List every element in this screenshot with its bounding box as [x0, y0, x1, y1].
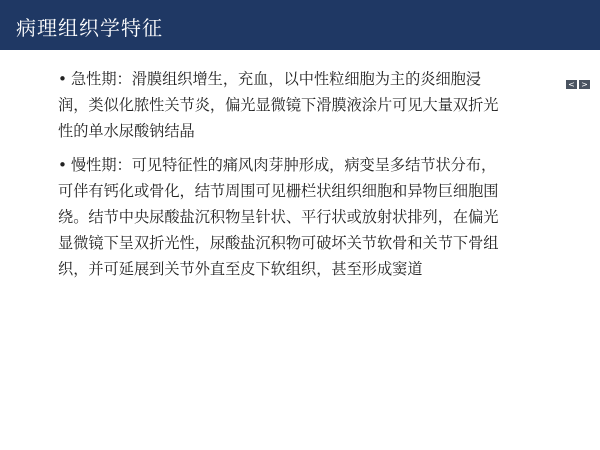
bullet-text-chronic: 慢性期：可见特征性的痛风肉芽肿形成，病变呈多结节状分布，可伴有钙化或骨化，结节周围可见栅栏状组织细胞和异物巨细胞围绕。结节中央尿酸盐沉积物呈针状、平行状或放射状排列，在偏光显微镜下呈双折光性，尿酸盐沉积物可破坏关节软骨和关节下骨组织，并可延展到关节外直至皮下软组织，甚至形成窦道 — [58, 156, 499, 278]
slide-title: 病理组织学特征 — [16, 16, 163, 40]
bullet-icon: • — [58, 70, 67, 88]
prev-slide-icon[interactable]: < — [566, 80, 577, 89]
slide-nav — [566, 80, 590, 89]
bullet-chronic — [58, 152, 508, 282]
next-slide-icon[interactable]: > — [579, 80, 590, 89]
title-bar — [0, 0, 600, 50]
bullet-acute — [58, 66, 508, 144]
slide-content — [58, 66, 508, 290]
bullet-icon: • — [58, 156, 67, 174]
bullet-text-acute: 急性期：滑膜组织增生，充血，以中性粒细胞为主的炎细胞浸润，类似化脓性关节炎，偏光显微镜下滑膜液涂片可见大量双折光性的单水尿酸钠结晶 — [58, 70, 499, 140]
